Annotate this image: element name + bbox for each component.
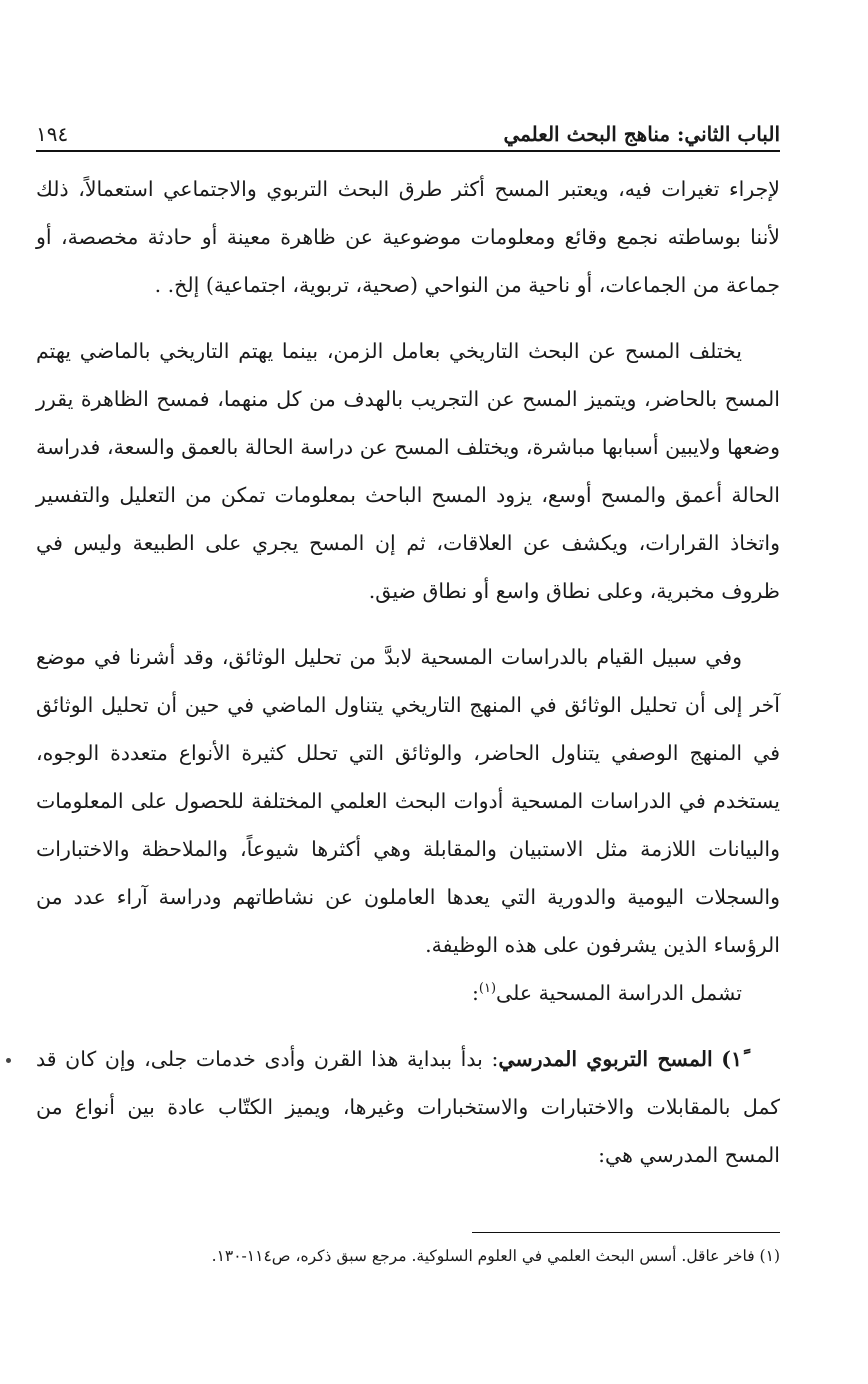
paragraph-1: لإجراء تغيرات فيه، ويعتبر المسح أكثر طرق البحث التربوي والاجتماعي استعمالاً، ذلك لأننا بوساطته نجمع وقائع ومعلومات موضوعية عن ظاهرة معينة أو حادثة مخصصة، أو جماعة من الجماعات، أو ناحية من النواحي (صحية، تربوية، اجتماعية) إلخ. . (36, 177, 780, 297)
footnote-reference[interactable]: (١) (478, 981, 497, 997)
chapter-title: الباب الثاني: مناهج البحث العلمي (503, 122, 780, 146)
list-item-text: : بدأ ببداية هذا القرن وأدى خدمات جلى، وإن كان قد كمل بالمقابلات والاختبارات والاستخبارات وغيرها، ويميز الكتّاب عادة بين أنواع من المسح المدرسي هي: (36, 1047, 780, 1167)
footnote: (١) فاخر عاقل. أسس البحث العلمي في العلوم السلوكية. مرجع سبق ذكره، ص١١٤-١٣٠. (211, 1247, 780, 1265)
intro-line-text: تشمل الدراسة المسحية على (496, 981, 742, 1005)
list-item-number: ١ً) (721, 1047, 742, 1071)
running-header (36, 112, 780, 152)
body-text (36, 165, 780, 1179)
margin-mark (6, 1058, 11, 1063)
paragraph-3: وفي سبيل القيام بالدراسات المسحية لابدَّ من تحليل الوثائق، وقد أشرنا في موضع آخر إلى أن تحليل الوثائق في المنهج التاريخي يتناول الماضي في حين أن تحليل الوثائق في المنهج الوصفي يتناول الحاضر، والوثائق التي تحلل كثيرة الأنواع متعددة الوجوه، يستخدم في الدراسات المسحية أدوات البحث العلمي المختلفة للحصول على المعلومات والبيانات اللازمة مثل الاستبيان والمقابلة وهي أكثرها شيوعاً، والملاحظة والاختبارات والسجلات اليومية والدورية التي يعدها العاملون عن نشاطاتهم ودراسة آراء عدد من الرؤساء الذين يشرفون على هذه الوظيفة. (36, 645, 780, 957)
intro-line-suffix: : (471, 981, 479, 1005)
page-number: ١٩٤ (36, 122, 69, 146)
intro-line (36, 969, 780, 1017)
paragraph-2: يختلف المسح عن البحث التاريخي بعامل الزمن، بينما يهتم التاريخي بالماضي يهتم المسح بالحاضر، ويتميز المسح عن التجريب بالهدف من كل منهما، فمسح الظاهرة يقرر وضعها ولايبين أسبابها مباشرة، ويختلف المسح عن دراسة الحالة بالعمق والسعة، فدراسة الحالة أعمق والمسح أوسع، يزود المسح الباحث بمعلومات تمكن من التعليل والتفسير واتخاذ القرارات، ويكشف عن العلاقات، ثم إن المسح يجري على الطبيعة وليس في ظروف مخبرية، وعلى نطاق واسع أو نطاق ضيق. (36, 339, 780, 603)
footnote-divider (472, 1232, 780, 1233)
list-item-term: المسح التربوي المدرسي (498, 1047, 713, 1071)
list-item-1 (36, 1035, 780, 1179)
